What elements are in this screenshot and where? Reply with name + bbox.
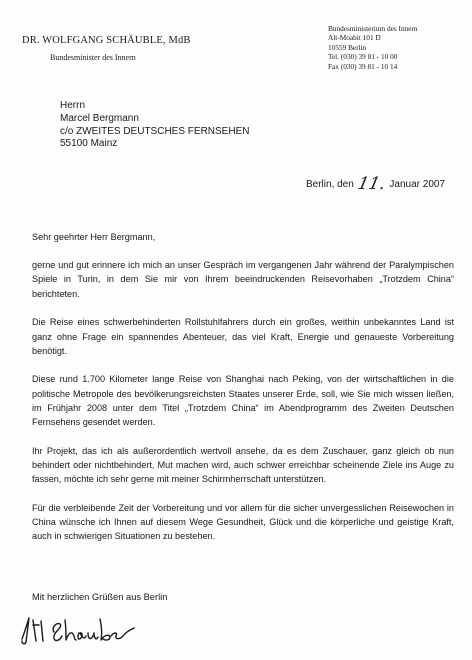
body-paragraph: Für die verbleibende Zeit der Vorbereitung und vor allem für die sicher unvergesslichen Reisewochen in China wünsche ich Ihnen auf diesem Wege Gesundheit, Glück und die körperliche und geistige Kraft, auch in schwierigen Situationen zu bestehen.	[32, 502, 454, 542]
body-paragraph: gerne und gut erinnere ich mich an unser Gespräch im vergangenen Jahr während der Paralympischen Spiele in Turin, in dem Sie mir von Ihrem beeindruckenden Reisevorhaben „Trotzdem China“ berichteten.	[32, 260, 454, 299]
body-salutation: Sehr geehrter Herr Bergmann,	[32, 232, 156, 242]
ministry-address-block	[328, 24, 418, 71]
ministry-line: Fax (030) 39 81 - 10 14	[328, 61, 398, 71]
ministry-line: Bundesministerium des Innern	[328, 24, 418, 33]
sender-name: DR. WOLFGANG SCHÄUBLE, MdB	[22, 35, 191, 46]
recipient-city: 55100 Mainz	[60, 138, 118, 150]
ministry-line: Tel. (030) 39 81 - 10 00	[328, 52, 398, 62]
body-paragraph: Die Reise eines schwerbehinderten Rollstuhlfahrers durch ein großes, weithin unbekanntes Land ist ganz ohne Frage ein spannendes Abenteuer, das viel Kraft, Energie und genaueste Vorbereitung benötigt.	[32, 317, 454, 356]
recipient-address-block	[60, 100, 249, 151]
dateline-prefix: Berlin, den	[306, 179, 354, 190]
handwritten-signature	[18, 612, 138, 646]
sender-title: Bundesminister des Innern	[50, 53, 136, 62]
recipient-name: Marcel Bergmann	[60, 112, 139, 124]
letter-body	[32, 230, 454, 558]
recipient-organization: c/o ZWEITES DEUTSCHES FERNSEHEN	[60, 125, 250, 137]
dateline-day-handwritten: 11.	[355, 174, 387, 194]
recipient-salutation-line: Herrn	[60, 100, 86, 111]
ministry-line: Alt-Moabit 101 D	[328, 33, 381, 43]
dateline	[306, 172, 445, 192]
body-paragraph: Ihr Projekt, das ich als außerordentlich wertvoll ansehe, da es dem Zuschauer, ganz gleich ob nun behindert oder nichtbehindert, Mut machen wird, auch schwer erreichbar scheinende Ziele ins Auge zu fassen, möchte ich sehr gerne mit meiner Schirmherrschaft unterstützen.	[32, 445, 454, 485]
closing-line: Mit herzlichen Grüßen aus Berlin	[32, 592, 168, 602]
body-paragraph: Diese rund 1.700 Kilometer lange Reise von Shanghai nach Peking, von der wirtschaftlichen in die politische Metropole des bevölkerungsreichsten Staates unserer Erde, soll, wie Sie mich wissen ließen, im Frühjahr 2008 unter dem Titel „Trotzdem China“ im Abendprogramm des Zweiten Deutschen Fernsehens gesendet werden.	[32, 374, 454, 428]
dateline-suffix: Januar 2007	[389, 179, 446, 190]
ministry-line: 10559 Berlin	[328, 42, 367, 52]
